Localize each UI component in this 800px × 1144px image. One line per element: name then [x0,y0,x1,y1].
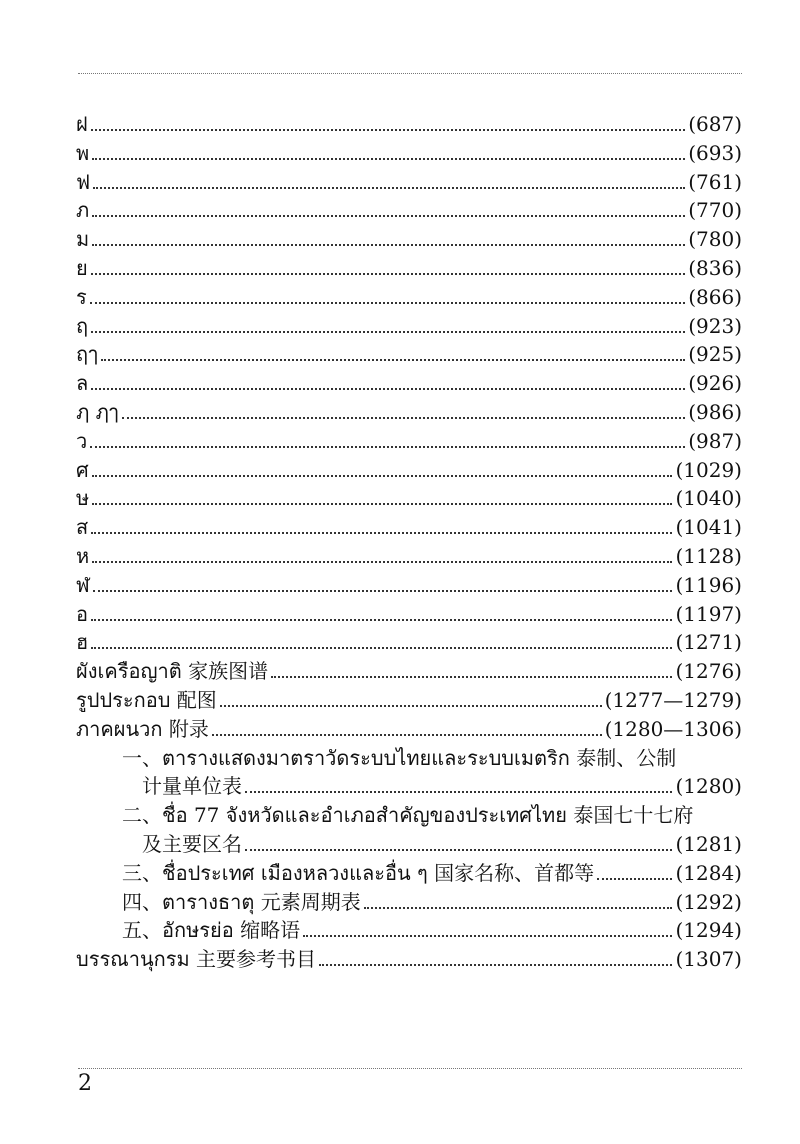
dot-leader [245,849,672,851]
toc-entry-label: ฤๅ [76,342,98,367]
appendix-entry-page: (1281) [675,831,742,856]
table-of-contents [76,110,742,974]
appendix-entry-page: (1284) [675,860,742,885]
toc-entry-page: (926) [688,371,742,396]
toc-entry-label: ล [76,371,89,396]
appendix-entry[interactable] [76,916,742,945]
appendix-entry[interactable] [76,772,742,801]
appendix-entry[interactable] [76,859,742,888]
toc-entry[interactable] [76,628,742,657]
toc-entry-page: (1271) [675,630,742,655]
toc-entry-page: (780) [688,227,742,252]
toc-entry-label: ภาคผนวก 附录 [76,716,209,741]
toc-entry[interactable] [76,340,742,369]
toc-entry-bibliography[interactable] [76,945,742,974]
toc-entry-label: ศ [76,457,89,482]
toc-entry-label: ฮ [76,630,89,655]
dot-leader [92,158,685,160]
dot-leader [91,532,672,534]
toc-entry-label: ผังเครือญาติ 家族图谱 [76,659,269,684]
toc-entry[interactable] [76,600,742,629]
toc-entry-page: (987) [688,428,742,453]
appendix-entry-label: 一、ตารางแสดงมาตราวัดระบบไทยและระบบเมตริก 泰制、公制 [122,745,677,770]
appendix-entry-label: 三、ชื่อประเทศ เมืองหลวงและอื่น ๆ 国家名称、首都等 [122,860,595,885]
toc-entry-label: พ [76,140,90,165]
dot-leader [597,878,672,880]
appendix-entry-label: 二、ชื่อ 77 จังหวัดและอำเภอสำคัญของประเทศไทย 泰国七十七府 [122,803,694,828]
dot-leader [101,359,685,361]
toc-entry[interactable] [76,369,742,398]
toc-entry-page: (1197) [675,601,742,626]
appendix-entry[interactable] [76,888,742,917]
toc-entry[interactable] [76,398,742,427]
dot-leader [93,590,673,592]
dot-leader [92,503,672,505]
toc-entry-label: รูปประกอบ 配图 [76,687,217,712]
toc-entry[interactable] [76,254,742,283]
dot-leader [92,475,673,477]
bottom-dotted-rule [78,1068,742,1069]
dot-leader [91,388,685,390]
dot-leader [91,619,672,621]
toc-entry-page: (925) [688,342,742,367]
toc-entry-label: ฝ [76,112,88,136]
toc-entry-page: (1277—1279) [604,687,742,712]
dot-leader [364,907,673,909]
toc-entry-illustrations[interactable] [76,686,742,715]
toc-entry-page: (986) [688,399,742,424]
dot-leader [93,187,685,189]
toc-entry-label: ร [76,284,87,309]
toc-entry-label: ฟ [76,169,91,194]
toc-entry[interactable] [76,427,742,456]
appendix-entry-label-cont: 计量单位表 [142,774,242,799]
toc-entry-label: ย [76,255,88,280]
appendix-entry-page: (1280) [675,774,742,799]
appendix-entry-heading[interactable] [76,801,742,830]
appendix-entry-page: (1292) [675,889,742,914]
toc-entry-page: (1128) [675,543,742,568]
toc-entry-page: (1196) [675,572,742,597]
dot-leader [319,964,672,966]
toc-entry-label: ส [76,515,89,540]
dot-leader [90,446,685,448]
toc-entry-page: (1040) [675,486,742,511]
toc-entry[interactable] [76,139,742,168]
toc-entry[interactable] [76,283,742,312]
toc-entry-page: (693) [688,140,742,165]
dot-leader [91,647,672,649]
appendix-entry-label: 四、ตารางธาตุ 元素周期表 [122,889,361,914]
appendix-entry-heading[interactable] [76,744,742,773]
toc-entry-label: ฤ [76,313,89,338]
toc-entry-page: (770) [688,198,742,223]
toc-entry-label: ห [76,543,90,568]
toc-entry[interactable] [76,312,742,341]
dot-leader [220,705,602,707]
dot-leader [271,676,672,678]
dot-leader [92,244,685,246]
dot-leader [91,331,685,333]
toc-entry-page: (1029) [675,457,742,482]
appendix-entry-label: 五、อักษรย่อ 缩略语 [122,918,301,943]
dot-leader [91,273,686,275]
top-dotted-rule [78,73,742,74]
toc-entry[interactable] [76,225,742,254]
dot-leader [92,561,672,563]
toc-entry-label: ษ [76,486,90,511]
toc-entry[interactable] [76,196,742,225]
toc-entry-label: ภ [76,198,90,223]
dot-leader [90,302,685,304]
toc-entry-page: (1276) [675,659,742,684]
dot-leader [212,734,602,736]
appendix-entry-page: (1294) [675,918,742,943]
dot-leader [91,129,686,131]
toc-entry-page: (1280—1306) [604,716,742,741]
toc-entry-page: (1307) [675,947,742,972]
toc-entry-page: (761) [688,169,742,194]
dot-leader [303,935,672,937]
toc-entry[interactable] [76,110,742,139]
toc-entry-label: ว [76,428,88,453]
toc-entry[interactable] [76,542,742,571]
toc-entry-label: บรรณานุกรม 主要参考书目 [76,947,317,972]
toc-entry-page: (836) [688,255,742,280]
dot-leader [92,215,685,217]
toc-entry-label: อ [76,601,89,626]
toc-entry-family-tree[interactable] [76,657,742,686]
toc-entry[interactable] [76,513,742,542]
toc-entry-page: (1041) [675,515,742,540]
toc-entry-page: (866) [688,284,742,309]
dot-leader [122,417,686,419]
toc-entry-page: (687) [688,112,742,136]
toc-entry[interactable] [76,571,742,600]
toc-entry-page: (923) [688,313,742,338]
appendix-entry[interactable] [76,830,742,859]
page-number: 2 [78,1071,92,1096]
toc-entry-label: ม [76,227,90,252]
toc-entry[interactable] [76,456,742,485]
toc-entry-label: ฬ [76,572,90,597]
dot-leader [245,791,672,793]
toc-entry[interactable] [76,168,742,197]
toc-entry-label: ฦ ฦๅ [76,399,119,424]
appendix-entry-label-cont: 及主要区名 [142,831,242,856]
toc-entry-appendix[interactable] [76,715,742,744]
toc-entry[interactable] [76,484,742,513]
